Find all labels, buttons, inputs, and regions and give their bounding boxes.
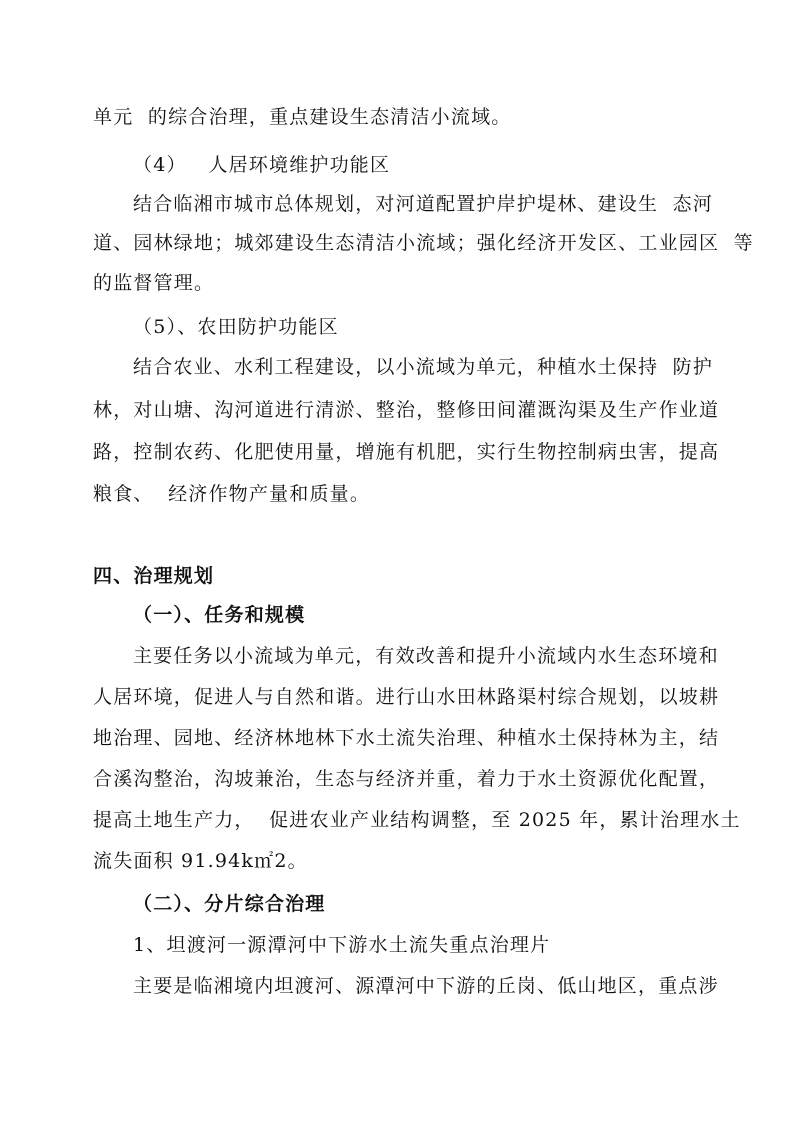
paragraph-line: 合溪沟整治，沟坡兼治，生态与经济并重，着力于水土资源优化配置， (93, 768, 720, 790)
section-heading: 四、治理规划 (93, 565, 215, 587)
paragraph-line: 主要任务以小流域为单元，有效改善和提升小流域内水生态环境和 (133, 645, 719, 667)
paragraph-line: 结合农业、水利工程建设，以小流域为单元，种植水土保持 防护 (133, 356, 714, 378)
paragraph-line: 路，控制农药、化肥使用量，增施有机肥，实行生物控制病虫害，提高 (93, 441, 720, 463)
subsection-heading: （5）、农田防护功能区 (133, 316, 339, 338)
paragraph-line: 流失面积 91.94k㎡2。 (93, 850, 308, 872)
subsection-heading: （二）、分片综合治理 (133, 893, 326, 915)
paragraph-line: 结合临湘市城市总体规划，对河道配置护岸护堤林、建设生 态河 (133, 193, 714, 215)
subsection-heading: （4） 人居环境维护功能区 (133, 154, 391, 176)
paragraph-line: 林，对山塘、沟河道进行清淤、整治，整修田间灌溉沟渠及生产作业道 (93, 399, 720, 421)
subsection-heading: （一）、任务和规模 (133, 604, 306, 626)
paragraph-line: 地治理、园地、经济林地林下水土流失治理、种植水土保持林为主，结 (93, 727, 720, 749)
paragraph-line: 提高土地生产力， 促进农业产业结构调整，至 2025 年，累计治理水土 (93, 809, 741, 831)
paragraph-line: 主要是临湘境内坦渡河、源潭河中下游的丘岗、低山地区，重点涉 (133, 975, 719, 997)
paragraph-line: 道、园林绿地；城郊建设生态清洁小流域；强化经济开发区、工业园区 等 (93, 232, 754, 254)
paragraph-line: 粮食、 经济作物产量和质量。 (93, 483, 371, 505)
paragraph-line: 人居环境，促进人与自然和谐。进行山水田林路渠村综合规划，以坡耕 (93, 686, 720, 708)
paragraph-line: 的监督管理。 (93, 272, 215, 294)
paragraph-line: 1、坦渡河一源潭河中下游水土流失重点治理片 (133, 934, 551, 956)
paragraph-line: 单元 的综合治理，重点建设生态清洁小流域。 (93, 106, 512, 128)
